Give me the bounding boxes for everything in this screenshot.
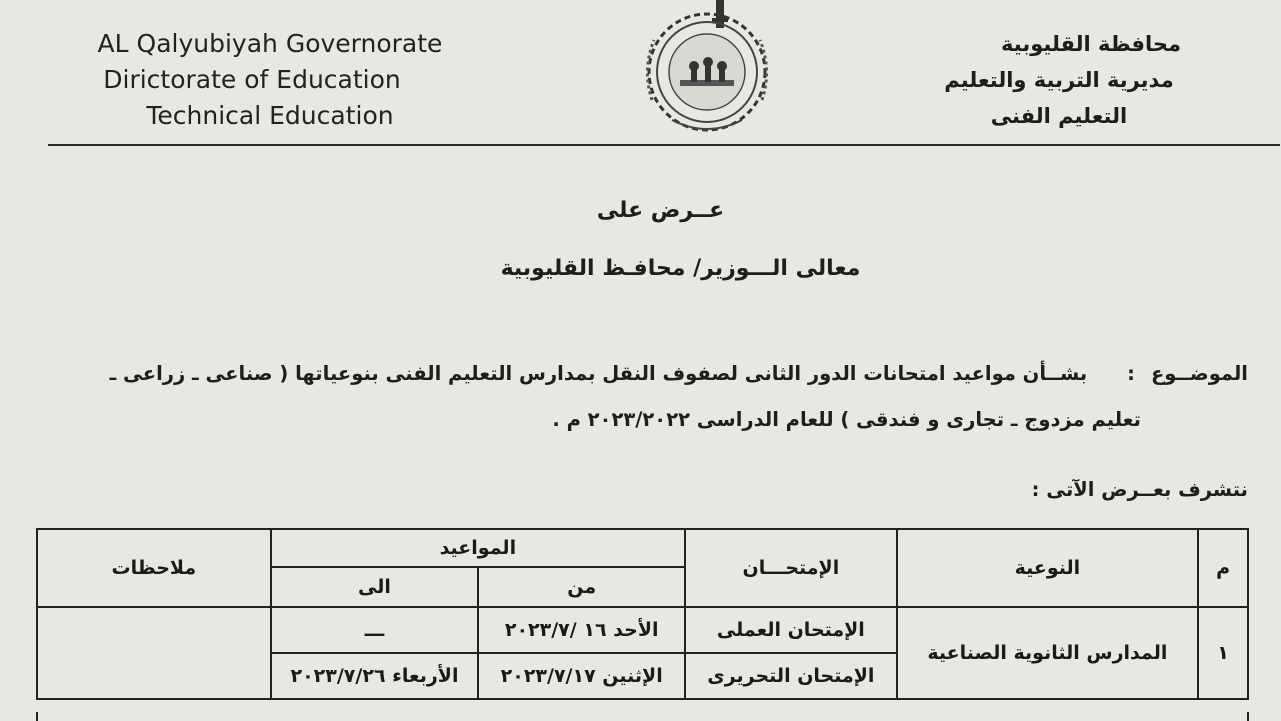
subject-text-line1: بشــأن مواعيد امتحانات الدور الثانى لصفوف النقل بمدارس التعليم الفنى بنوعياتها ( صناعى ـ زراعى ـ: [109, 362, 1088, 385]
header-type: النوعية: [897, 529, 1198, 607]
subject-text-line2: تعليم مزدوج ـ تجارى و فندقى ) للعام الدراسى ٢٠٢٣/٢٠٢٢ م .: [552, 408, 1141, 431]
directorate-name-ar: مديرية التربية والتعليم: [944, 68, 1174, 92]
subject-label: الموضــوع: [1150, 362, 1248, 385]
subject-colon: :: [1127, 362, 1135, 385]
header-notes: ملاحظات: [37, 529, 271, 607]
header-from: من: [478, 567, 685, 607]
governorate-name-en: AL Qalyubiyah Governorate: [97, 29, 443, 58]
intro-sentence: نتشرف بعــرض الآتى :: [1031, 478, 1248, 501]
directorate-name-en: Dirictorate of Education: [103, 65, 401, 94]
exam-schedule-table: [36, 528, 1249, 700]
table-continuation: [36, 712, 1249, 721]
header-dates: المواعيد: [271, 529, 685, 567]
table-header-row: [37, 529, 1248, 567]
header-to: الى: [271, 567, 479, 607]
header-exam: الإمتحـــان: [685, 529, 897, 607]
header-divider: [48, 144, 1280, 146]
arabic-letterhead: [909, 26, 1209, 134]
row-exam-name: الإمتحان التحريرى: [685, 653, 897, 699]
row-number: ١: [1198, 607, 1248, 699]
row-notes: [37, 607, 271, 699]
addressee-heading: معالى الـــوزير/ محافـظ القليوبية: [500, 256, 861, 281]
governorate-name-ar: محافظة القليوبية: [1001, 32, 1181, 56]
english-letterhead: [70, 26, 470, 134]
row-date-from: الأحد ١٦ /٢٠٢٣/٧: [478, 607, 685, 653]
department-name-en: Technical Education: [146, 101, 394, 130]
row-exam-name: الإمتحان العملى: [685, 607, 897, 653]
row-date-to: الأربعاء ٢٠٢٣/٧/٢٦: [271, 653, 479, 699]
header-num: م: [1198, 529, 1248, 607]
subject-line: [28, 362, 1248, 385]
governorate-seal-logo: [632, 0, 782, 140]
row-date-from: الإثنين ٢٠٢٣/٧/١٧: [478, 653, 685, 699]
row-date-to: ـــ: [271, 607, 479, 653]
table-row: [37, 607, 1248, 653]
row-school-type: المدارس الثانوية الصناعية: [897, 607, 1198, 699]
presented-to-heading: عــرض على: [596, 198, 725, 223]
department-name-ar: التعليم الفنى: [990, 104, 1128, 128]
